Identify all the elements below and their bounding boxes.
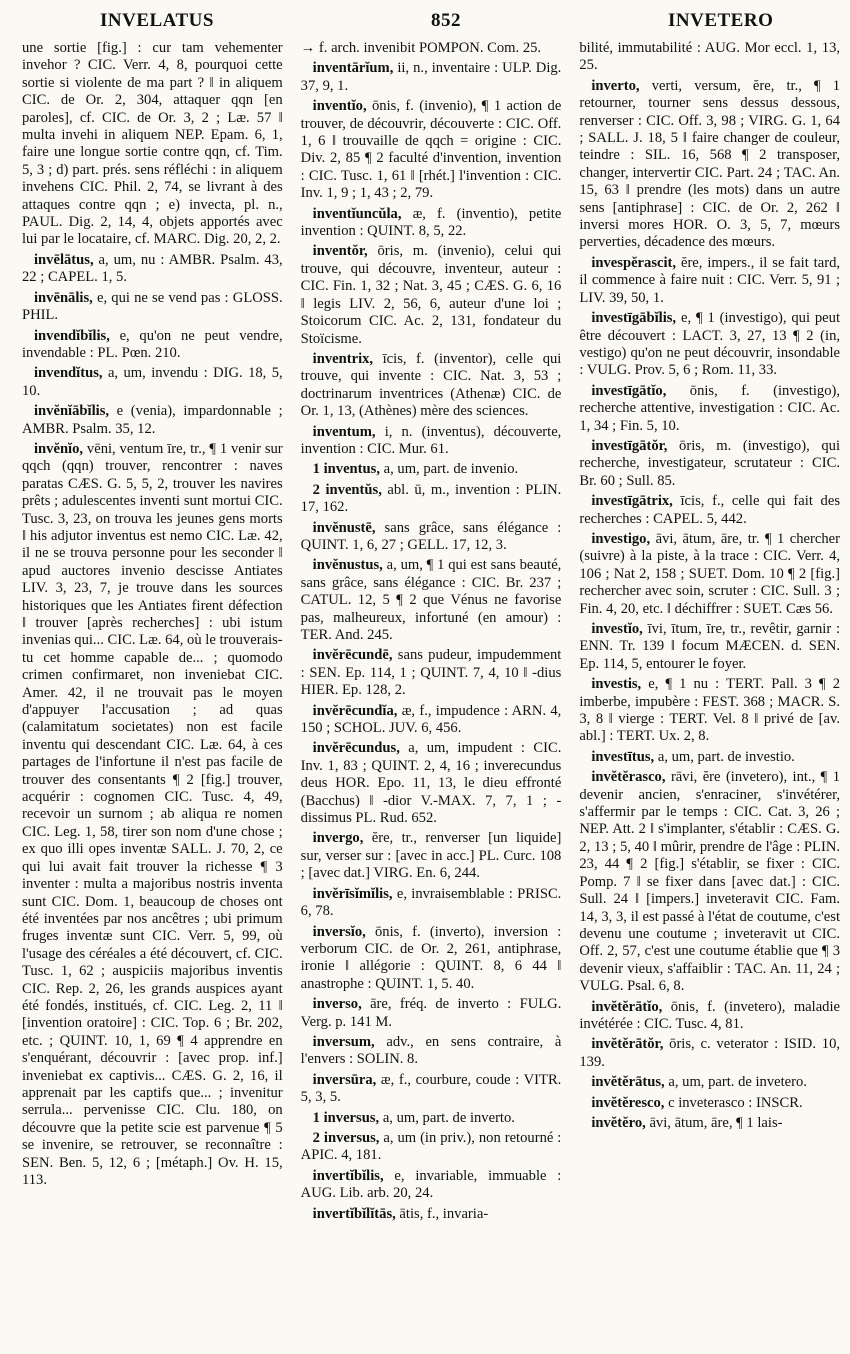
entry-definition: a, um, impudent : CIC. Inv. 1, 83 ; QUINT. 2, 4, 16 ; inverecundus deus HOR. Epo. 11, 13, le dieu effronté (Bacchus) ‖ -dior V.-MAX. 7, 7, 1 ; -dissimus PL. Rud. 652. (300, 740, 562, 827)
dictionary-entry (301, 461, 562, 478)
dictionary-entry (301, 1168, 562, 1203)
entry-definition: sans grâce, sans élégance : QUINT. 1, 6, 27 ; GELL. 17, 12, 3. (300, 519, 562, 553)
entry-definition: bilité, immutabilité : AUG. Mor eccl. 1, 13, 25. (579, 40, 841, 74)
entry-headword: inventārĭum, (312, 60, 394, 77)
entry-definition: a, um, ¶ 1 qui est sans beauté, sans grâce, sans élégance : CIC. Br. 237 ; CATUL. 12, 5 ¶ 2 que Vénus ne favorise pas, malheureux, infortuné (en amour) : TER. And. 245. (300, 557, 562, 643)
dictionary-entry (579, 255, 840, 307)
entry-definition: e, ¶ 1 nu : TERT. Pall. 3 ¶ 2 imberbe, impubère : FEST. 368 ; MACR. S. 3, 8 ‖ vierge : TERT. Vel. 8 ‖ privé de [av. abl.] : TERT. Ux. 2, 8. (579, 676, 841, 745)
column-2 (301, 40, 562, 1226)
entry-definition: i, n. (inventus), découverte, invention : CIC. Mur. 61. (300, 423, 562, 457)
dictionary-entry (301, 1072, 562, 1107)
entry-headword: inversĭo, (312, 923, 366, 940)
entry-definition: ātis, f., invaria- (395, 1205, 489, 1222)
entry-headword: 1 inversus, (312, 1109, 380, 1126)
entry-headword: invēnālis, (34, 289, 93, 306)
entry-definition: æ, f., impudence : ARN. 4, 150 ; SCHOL. JUV. 6, 456. (300, 702, 562, 737)
entry-definition: e, invraisemblable : PRISC. 6, 78. (300, 885, 562, 920)
dictionary-entry (301, 482, 562, 517)
dictionary-entry (301, 703, 562, 738)
page-number: 852 (431, 10, 461, 31)
dictionary-entry (579, 310, 840, 380)
entry-headword: invĕrīsĭmĭlis, (312, 885, 393, 902)
dictionary-entry (301, 1034, 562, 1069)
dictionary-entry (301, 60, 562, 95)
entry-headword: invergo, (312, 830, 364, 847)
entry-definition: → f. arch. invenibit POMPON. Com. 25. (300, 40, 542, 56)
entry-definition: ōnis, f. (investigo), recherche attentive, investigation : CIC. Ac. 1, 34 ; Fin. 5, 10. (579, 382, 841, 434)
dictionary-entry (301, 424, 562, 459)
dictionary-entry (579, 749, 840, 766)
dictionary-entry (301, 647, 562, 699)
text-columns (22, 40, 840, 1226)
entry-definition: āvi, ātum, āre, tr. ¶ 1 chercher (suivre) à la piste, à la trace : CIC. Verr. 4, 106 ; Nat 2, 158 ; SUET. Dom. 10 ¶ 2 [fig.] rechercher avec soin, scruter : CIC. Sull. 3 ; Fin. 4, 20, etc. ‖ déchiffrer : SUET. Cæs 56. (579, 530, 841, 617)
entry-headword: investīgātŏr, (591, 437, 668, 454)
dictionary-entry (301, 996, 562, 1031)
entry-headword: investīgātrix, (591, 493, 673, 510)
entry-definition: une sortie [fig.] : cur tam vehementer invehor ? CIC. Verr. 4, 8, pourquoi cette sortie si violente de ma part ? ‖ in aliquem CIC. de Or. 2, 304, attaquer qqn [en paroles], cf. CIC. de Or. 3, 2 ; Læ. 57 ‖ multa invehi in aliquem NEP. Epam. 6, 1, faire une longue sortie contre qqn, cf. Tim. 5, 3 ; d) part. prés. sens réfléchi : in aliquem invehens CIC. Phil. 2, 74, se livrant à des attaques contre qqn ; e) invecta, pl. n., PAUL. Dig. 2, 14, 4, objets apportés avec lui par le locataire, cf. MARC. Dig. 20, 2, 2. (22, 40, 283, 248)
entry-definition: adv., en sens contraire, à l'envers : SOLIN. 8. (300, 1033, 562, 1068)
dictionary-entry (579, 78, 840, 252)
entry-definition: æ, f. (inventio), petite invention : QUINT. 8, 5, 22. (300, 205, 562, 240)
running-header (22, 6, 840, 40)
dictionary-entry (22, 40, 283, 249)
dictionary-entry (301, 206, 562, 241)
entry-headword: inverso, (312, 996, 362, 1013)
entry-headword: inventum, (312, 423, 376, 440)
entry-definition: ĕre, tr., renverser [un liquide] sur, verser sur : [avec in acc.] PL. Curc. 108 ; [avec dat.] VIRG. En. 6, 244. (300, 830, 562, 882)
entry-definition: vēni, ventum īre, tr., ¶ 1 venir sur qqch (qqn) trouver, rencontrer : naves paratas CÆS. G. 5, 5, 2, trouver les navires prêts ; adulescentes inventi sunt mortui CIC. Tusc. 3, 23, on trouva les jeunes gens morts ‖ his adjutor inventus est nemo CIC. Læ. 42, il ne se trouva personne pour les seconder ‖ apud auctores invenio descisse Antiates LIV. 3, 23, 7, je trouve dans les sources historiques que les Antiates firent défection ‖ trouver [après recherches] : ubi istum invenias qui... CIC. Læ. 64, où le trouverais-tu cet homme capable de... ; quomodo crimen confirmaret, non inveniebat CIC. Amer. 42, il ne trouvait pas le moyen d'appuyer l'accusation ; ad quas (calamitatum societates) non est facile inventu qui descendant CIC. Læ. 64, à ces partages de l'infortune il n'est pas facile de trouver des consentants ¶ 2 [fig.] trouver, acquérir : cognomen CIC. Tusc. 4, 49, recevoir un surnom ; ab aliqua re nomen CIC. Leg. 1, 58, tirer son nom d'une chose ; ex quo illi opes inventæ SALL. J. 70, 2, ce qui lui avait fait trouver la richesse ¶ 3 inventer : multa a majoribus nostris inventa sunt CIC. Dom. 1, beaucoup de choses ont été inventées par nos ancêtres ; ubi primum fruges inventæ sunt CIC. Verr. 5, 99, où l'usage des céréales a été découvert, cf. CIC. Tusc. 1, 62 ; auspiciis majoribus inventis CIC. Rep. 2, 26, les grands auspices ayant été fondés, institués, cf. CIC. Leg. 2, 11 ‖ [invention oratoire] : CIC. Top. 6 ; Br. 202, etc. ; QUINT. 10, 1, 69 ¶ 4 apprendre en s'enquérant, découvrir : [avec prop. inf.] inveniebat ex captivis... CÆS. G. 2, 16, il apprenait par les captifs que... ; invenitur serrula... pervenisse CIC. Clu. 180, on découvre que la petite scie est parvenue ¶ 5 se invenire, se retrouver, se reconnaître : SEN. Ben. 5, 12, 6 ; [métaph.] Ov. H. 15, 113. (22, 440, 283, 1188)
entry-definition: īcis, f., celle qui fait des recherches : CAPEL. 5, 442. (579, 493, 841, 527)
dictionary-entry (301, 98, 562, 202)
dictionary-entry (301, 243, 562, 347)
dictionary-entry (301, 924, 562, 994)
dictionary-entry (301, 1110, 562, 1127)
entry-headword: investigo, (591, 530, 651, 547)
dictionary-entry (301, 886, 562, 921)
entry-headword: invendĭtus, (34, 365, 103, 382)
entry-headword: inventrix, (312, 350, 374, 367)
entry-definition: e, qu'on ne peut vendre, invendable : PL. Pœn. 210. (22, 327, 283, 361)
entry-definition: a, um (in priv.), non retourné : APIC. 4, 181. (300, 1129, 562, 1164)
dictionary-entry (579, 1036, 840, 1071)
dictionary-entry (22, 403, 283, 438)
dictionary-entry (22, 365, 283, 400)
entry-definition: a, um, invendu : DIG. 18, 5, 10. (22, 365, 283, 399)
entry-headword: invertĭbĭlĭtās, (312, 1205, 396, 1222)
header-left-guideword: INVELATUS (100, 10, 214, 31)
entry-headword: invĕtĕro, (591, 1114, 646, 1131)
entry-definition: a, um, part. de inverto. (379, 1109, 515, 1126)
entry-headword: inventĭuncŭla, (312, 205, 402, 222)
dictionary-entry (579, 493, 840, 528)
entry-headword: inventŏr, (312, 243, 368, 260)
entry-headword: invĕrēcundē, (312, 647, 393, 664)
entry-definition: æ, f., courbure, coude : VITR. 5, 3, 5. (300, 1071, 562, 1106)
entry-definition: e (venia), impardonnable ; AMBR. Psalm. 35, 12. (22, 403, 283, 437)
entry-headword: invĕnĭābĭlis, (34, 403, 110, 420)
entry-headword: invēlātus, (34, 251, 94, 268)
entry-definition: e, ¶ 1 (investigo), qui peut être découvert : LACT. 3, 27, 13 ¶ 2 (in, vestigo) qu'on ne peut découvrir, insondable : VULG. Prov. 5, 6 ; Rom. 11, 33. (579, 310, 841, 379)
entry-headword: investĭo, (591, 621, 643, 637)
dictionary-entry (301, 351, 562, 421)
dictionary-entry (579, 621, 840, 673)
dictionary-entry (579, 999, 840, 1034)
dictionary-entry (22, 328, 283, 363)
dictionary-entry (301, 740, 562, 827)
dictionary-entry (301, 40, 562, 57)
dictionary-entry (22, 252, 283, 287)
dictionary-entry (579, 676, 840, 746)
entry-definition: verti, versum, ĕre, tr., ¶ 1 retourner, tourner sens dessus dessous, renverser : CIC. Off. 3, 98 ; VIRG. G. 1, 64 ; SALL. J. 18, 5 ‖ faire changer de couleur, teindre : SIL. 16, 568 ¶ 2 transposer, changer, intervertir CIC. Part. 24 ; TAC. An. 15, 63 ‖ prendre (les mots) dans un autre sens [antiphrase] : CIC. de Or. 2, 262 ‖ inversi mores HOR. O. 3, 5, 7, mœurs perverties, décadence des mœurs. (579, 77, 841, 251)
entry-headword: invespĕrascit, (591, 254, 677, 271)
entry-headword: inventĭo, (312, 98, 367, 115)
entry-headword: invertĭbĭlis, (312, 1167, 384, 1184)
dictionary-entry (301, 1206, 562, 1223)
dictionary-entry (579, 383, 840, 435)
entry-definition: ōris, m. (investigo), qui recherche, investigateur, scrutateur : CIC. Br. 60 ; Sull. 85. (579, 437, 841, 489)
entry-definition: e, invariable, immuable : AUG. Lib. arb. 20, 24. (300, 1167, 562, 1202)
dictionary-entry (579, 769, 840, 995)
entry-headword: inversum, (312, 1033, 375, 1050)
entry-headword: invĕrēcundus, (312, 740, 400, 757)
dictionary-entry (579, 1095, 840, 1112)
entry-definition: e, qui ne se vend pas : GLOSS. PHIL. (22, 289, 283, 324)
entry-definition: ĕre, impers., il se fait tard, il commence à faire nuit : CIC. Verr. 5, 91 ; LIV. 39, 50, 1. (579, 254, 841, 306)
entry-headword: inverto, (591, 77, 640, 94)
entry-headword: invĕnustus, (312, 557, 383, 574)
entry-headword: 1 inventus, (312, 461, 380, 478)
dictionary-entry (301, 557, 562, 644)
entry-definition: ōnis, f. (invetero), maladie invétérée : CIC. Tusc. 4, 81. (579, 998, 841, 1032)
entry-definition: rāvi, ĕre (invetero), int., ¶ 1 devenir ancien, s'enraciner, s'invétérer, s'affermir par le temps : CIC. Cat. 3, 26 ; NEP. Att. 2 ‖ s'implanter, s'établir : CÆS. G. 2, 13 ; 5, 40 ‖ mûrir, prendre de l'âge : PLIN. 23, 44 ¶ 2 [fig.] s'établir, se fixer : CIC. Pomp. 7 ‖ se fixer dans [avec dat.] : CIC. Sull. 24 ‖ [impers.] inveteravit CIC. Fam. 14, 3, 3, il est passé à l'état de coutume, c'est devenu une coutume ; inveteravit ut CIC. Off. 2, 57, c'est une coutume établie que ¶ 3 devenir vieux, s'affaiblir : TAC. An. 11, 24 ; VULG. Psal. 6, 8. (579, 769, 841, 995)
entry-headword: invĕtĕresco, (591, 1094, 665, 1111)
entry-definition: c inveterasco : INSCR. (664, 1094, 803, 1111)
entry-definition: sans pudeur, impudemment : SEN. Ep. 114, 1 ; QUINT. 7, 4, 10 ‖ -dius HIER. Ep. 128, 2. (300, 647, 562, 699)
dictionary-entry (301, 1130, 562, 1165)
entry-definition: āvi, ātum, āre, ¶ 1 lais- (645, 1114, 783, 1131)
dictionary-entry (301, 830, 562, 882)
entry-definition: ōris, c. veterator : ISID. 10, 139. (579, 1036, 841, 1070)
dictionary-entry (579, 40, 840, 75)
entry-definition: ōnis, f. (inverto), inversion : verborum CIC. de Or. 2, 261, antiphrase, ironie ‖ allégorie : QUINT. 8, 6 44 ‖ anastrophe : QUINT. 1, 5. 40. (300, 923, 562, 992)
entry-definition: īvi, ītum, īre, tr., revêtir, garnir : ENN. Tr. 139 ‖ focum MÆCEN. d. SEN. Ep. 114, 5, entourer le foyer. (579, 621, 841, 672)
entry-definition: ōris, m. (invenio), celui qui trouve, qui découvre, inventeur, auteur : CIC. Fin. 1, 32 ; Nat. 3, 45 ; CÆS. G. 6, 16 ‖ legis LIV. 2, 56, 6, auteur d'une loi ; Stoicorum CIC. Ac. 2, 131, fondateur du Stoïcisme. (300, 243, 562, 347)
entry-definition: a, um, part. de invetero. (664, 1074, 807, 1091)
entry-definition: a, um, part. de invenio. (379, 461, 519, 478)
entry-headword: 2 inversus, (312, 1129, 380, 1146)
entry-headword: investīgābĭlis, (591, 310, 677, 327)
entry-headword: invĕtĕrātĭo, (591, 998, 663, 1015)
entry-headword: invĕnĭo, (34, 440, 84, 457)
dictionary-entry (579, 438, 840, 490)
entry-headword: invĕtĕrātŏr, (591, 1036, 664, 1053)
entry-headword: inversūra, (312, 1071, 377, 1088)
entry-definition: ii, n., inventaire : ULP. Dig. 37, 9, 1. (300, 60, 562, 94)
dictionary-entry (301, 520, 562, 555)
header-right-guideword: INVETERO (668, 10, 774, 31)
entry-headword: investīgātĭo, (591, 382, 667, 399)
entry-headword: invendĭbĭlis, (34, 327, 110, 344)
column-3 (579, 40, 840, 1226)
entry-headword: investītus, (591, 748, 655, 765)
entry-headword: investis, (591, 676, 642, 693)
dictionary-entry (22, 290, 283, 325)
dictionary-entry (579, 531, 840, 618)
entry-definition: āre, fréq. de inverto : FULG. Verg. p. 141 M. (300, 996, 562, 1030)
column-1 (22, 40, 283, 1226)
dictionary-entry (579, 1074, 840, 1091)
dictionary-entry (579, 1115, 840, 1132)
dictionary-entry (22, 441, 283, 1189)
entry-headword: invĕtĕrātus, (591, 1074, 665, 1091)
entry-headword: invĕtĕrasco, (591, 769, 666, 786)
entry-definition: īcis, f. (inventor), celle qui trouve, qui invente : CIC. Nat. 3, 53 ; doctrinarum inventrices (Athenæ) CIC. de Or. 1, 13, (Athènes) mère des sciences. (300, 350, 562, 420)
entry-definition: abl. ū, m., invention : PLIN. 17, 162. (300, 481, 562, 516)
entry-definition: ōnis, f. (invenio), ¶ 1 action de trouver, de découvrir, découverte : CIC. Off. 1, 6 ‖ trouvaille de qqch = origine : CIC. Div. 2, 85 ¶ 2 faculté d'invention, invention : CIC. Tusc. 1, 61 ‖ [rhét.] l'invention : CIC. Inv. 1, 9 ; 1, 43 ; 2, 79. (300, 98, 562, 202)
entry-headword: invĕrēcundĭa, (312, 702, 398, 719)
entry-definition: a, um, part. de investio. (654, 748, 795, 765)
entry-definition: a, um, nu : AMBR. Psalm. 43, 22 ; CAPEL. 1, 5. (22, 251, 283, 286)
entry-headword: invĕnustē, (312, 519, 376, 536)
entry-headword: 2 inventŭs, (312, 481, 382, 498)
